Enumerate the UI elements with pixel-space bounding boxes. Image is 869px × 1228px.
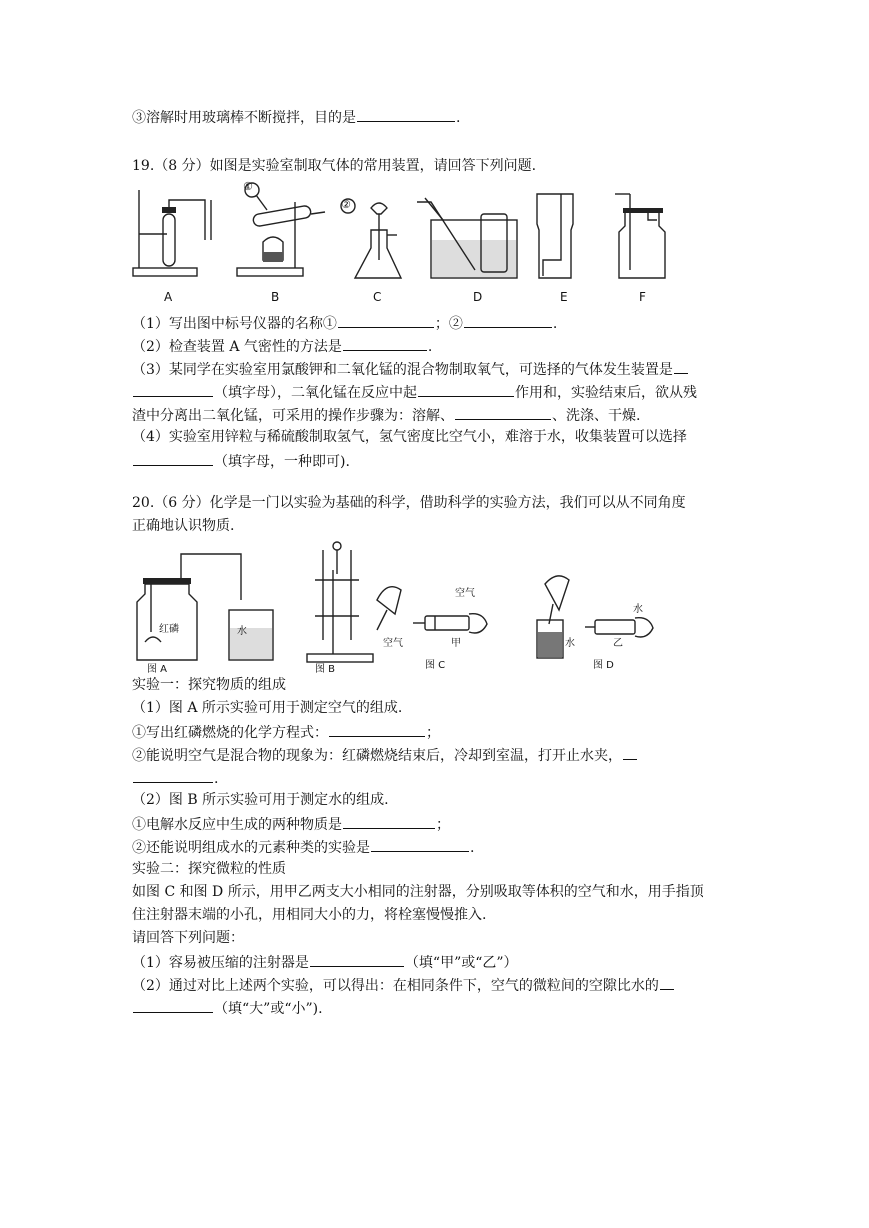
answer-blank[interactable]	[133, 382, 213, 397]
fig-label-e: E	[560, 290, 568, 304]
q20-a2: （2）图 B 所示实验可用于测定水的组成.	[132, 792, 389, 808]
answer-blank[interactable]	[418, 382, 514, 397]
apparatus-a	[133, 190, 211, 276]
mark-1: ①	[243, 180, 253, 193]
fig-label-a: 图 A	[147, 664, 168, 675]
q19-apparatus-figure	[125, 180, 685, 308]
answer-blank[interactable]	[455, 405, 551, 420]
q19-header: 19.（8 分）如图是实验室制取气体的常用装置，请回答下列问题.	[132, 158, 537, 174]
q18-line: ③溶解时用玻璃棒不断搅拌，目的是 .	[132, 107, 460, 127]
q19-part2: （2）检查装置 A 气密性的方法是 .	[132, 336, 432, 356]
q20-a1-2-cont: .	[132, 768, 218, 788]
fig-label-c: 图 C	[425, 660, 446, 671]
answer-blank[interactable]	[343, 336, 427, 351]
fig-label-f: F	[639, 290, 646, 304]
fig-label-d: 图 D	[593, 660, 614, 671]
q19-part4-line2: （填字母，一种即可).	[132, 451, 350, 471]
answer-blank[interactable]	[133, 451, 213, 466]
q19-part3-line1: （3）某同学在实验室用氯酸钾和二氧化锰的混合物制取氧气，可选择的气体发生装置是	[132, 359, 689, 379]
q20-a2-1: ①电解水反应中生成的两种物质是 ；	[132, 814, 450, 834]
exp2-title: 实验二：探究微粒的性质	[132, 861, 286, 877]
fig-label-b: 图 B	[315, 664, 336, 675]
q20-b-ask: 请回答下列问题：	[132, 930, 244, 946]
red-phosphorus-label: 红磷	[159, 624, 179, 635]
q19-part1: （1）写出图中标号仪器的名称① ；② .	[132, 313, 557, 333]
answer-blank[interactable]	[329, 722, 425, 737]
exp1-title: 实验一：探究物质的组成	[132, 677, 286, 693]
q20-a2-2: ②还能说明组成水的元素种类的实验是 .	[132, 837, 474, 857]
fig-label-a: A	[164, 290, 173, 304]
water-label-d-beaker: 水	[565, 638, 575, 649]
q20-b2-line1: （2）通过对比上述两个实验，可以得出：在相同条件下，空气的微粒间的空隙比水的	[132, 975, 675, 995]
answer-blank[interactable]	[310, 952, 404, 967]
apparatus-e	[537, 194, 573, 278]
apparatus-d	[417, 198, 517, 278]
answer-blank[interactable]	[623, 745, 637, 760]
answer-blank[interactable]	[674, 359, 688, 374]
syringe-jia-label: 甲	[451, 638, 461, 649]
q20-b2-line2: （填“大”或“小”).	[132, 998, 323, 1018]
q20-b-line2: 住注射器末端的小孔，用相同大小的力，将栓塞慢慢推入.	[132, 907, 487, 923]
q20-figure	[125, 540, 665, 675]
q20-a1-1: ①写出红磷燃烧的化学方程式： ；	[132, 722, 440, 742]
figure-d-drawing	[537, 576, 653, 658]
answer-blank[interactable]	[343, 814, 435, 829]
q19-part4-line1: （4）实验室用锌粒与稀硫酸制取氢气，氢气密度比空气小，难溶于水，收集装置可以选择	[132, 429, 687, 445]
figure-a-drawing	[137, 554, 273, 660]
fig-label-c: C	[373, 290, 382, 304]
water-label: 水	[237, 626, 247, 637]
q20-b-line1: 如图 C 和图 D 所示，用甲乙两支大小相同的注射器，分别吸取等体积的空气和水，用手指顶	[132, 884, 704, 900]
apparatus-f	[615, 194, 665, 278]
q19-part3-line3: 渣中分离出二氧化锰，可采用的操作步骤为：溶解、 、洗涤、干燥.	[132, 405, 640, 425]
answer-blank[interactable]	[133, 998, 213, 1013]
q20-a1: （1）图 A 所示实验可用于测定空气的组成.	[132, 700, 403, 716]
q20-b1: （1）容易被压缩的注射器是 （填“甲”或“乙”）	[132, 952, 518, 972]
fig-label-d: D	[473, 290, 483, 304]
air-label-bottom: 空气	[383, 638, 403, 649]
figure-b-drawing	[307, 542, 373, 662]
answer-blank[interactable]	[464, 313, 552, 328]
apparatus-b	[237, 183, 325, 276]
answer-blank[interactable]	[357, 107, 455, 122]
q20-header-line1: 20.（6 分）化学是一门以实验为基础的科学，借助科学的实验方法，我们可以从不同角度	[132, 495, 686, 511]
mark-2: ②	[341, 198, 351, 211]
q20-header-line2: 正确地认识物质.	[132, 518, 235, 534]
syringe-yi-label: 乙	[613, 638, 623, 649]
water-label-d-top: 水	[633, 604, 643, 615]
answer-blank[interactable]	[133, 768, 213, 783]
answer-blank[interactable]	[660, 975, 674, 990]
air-label-top: 空气	[455, 588, 475, 599]
answer-blank[interactable]	[371, 837, 469, 852]
q20-a1-2: ②能说明空气是混合物的现象为：红磷燃烧结束后，冷却到室温，打开止水夹，	[132, 745, 638, 765]
answer-blank[interactable]	[338, 313, 434, 328]
fig-label-b: B	[271, 290, 280, 304]
q19-part3-line2: （填字母），二氧化锰在反应中起 作用和，实验结束后，欲从残	[132, 382, 697, 402]
